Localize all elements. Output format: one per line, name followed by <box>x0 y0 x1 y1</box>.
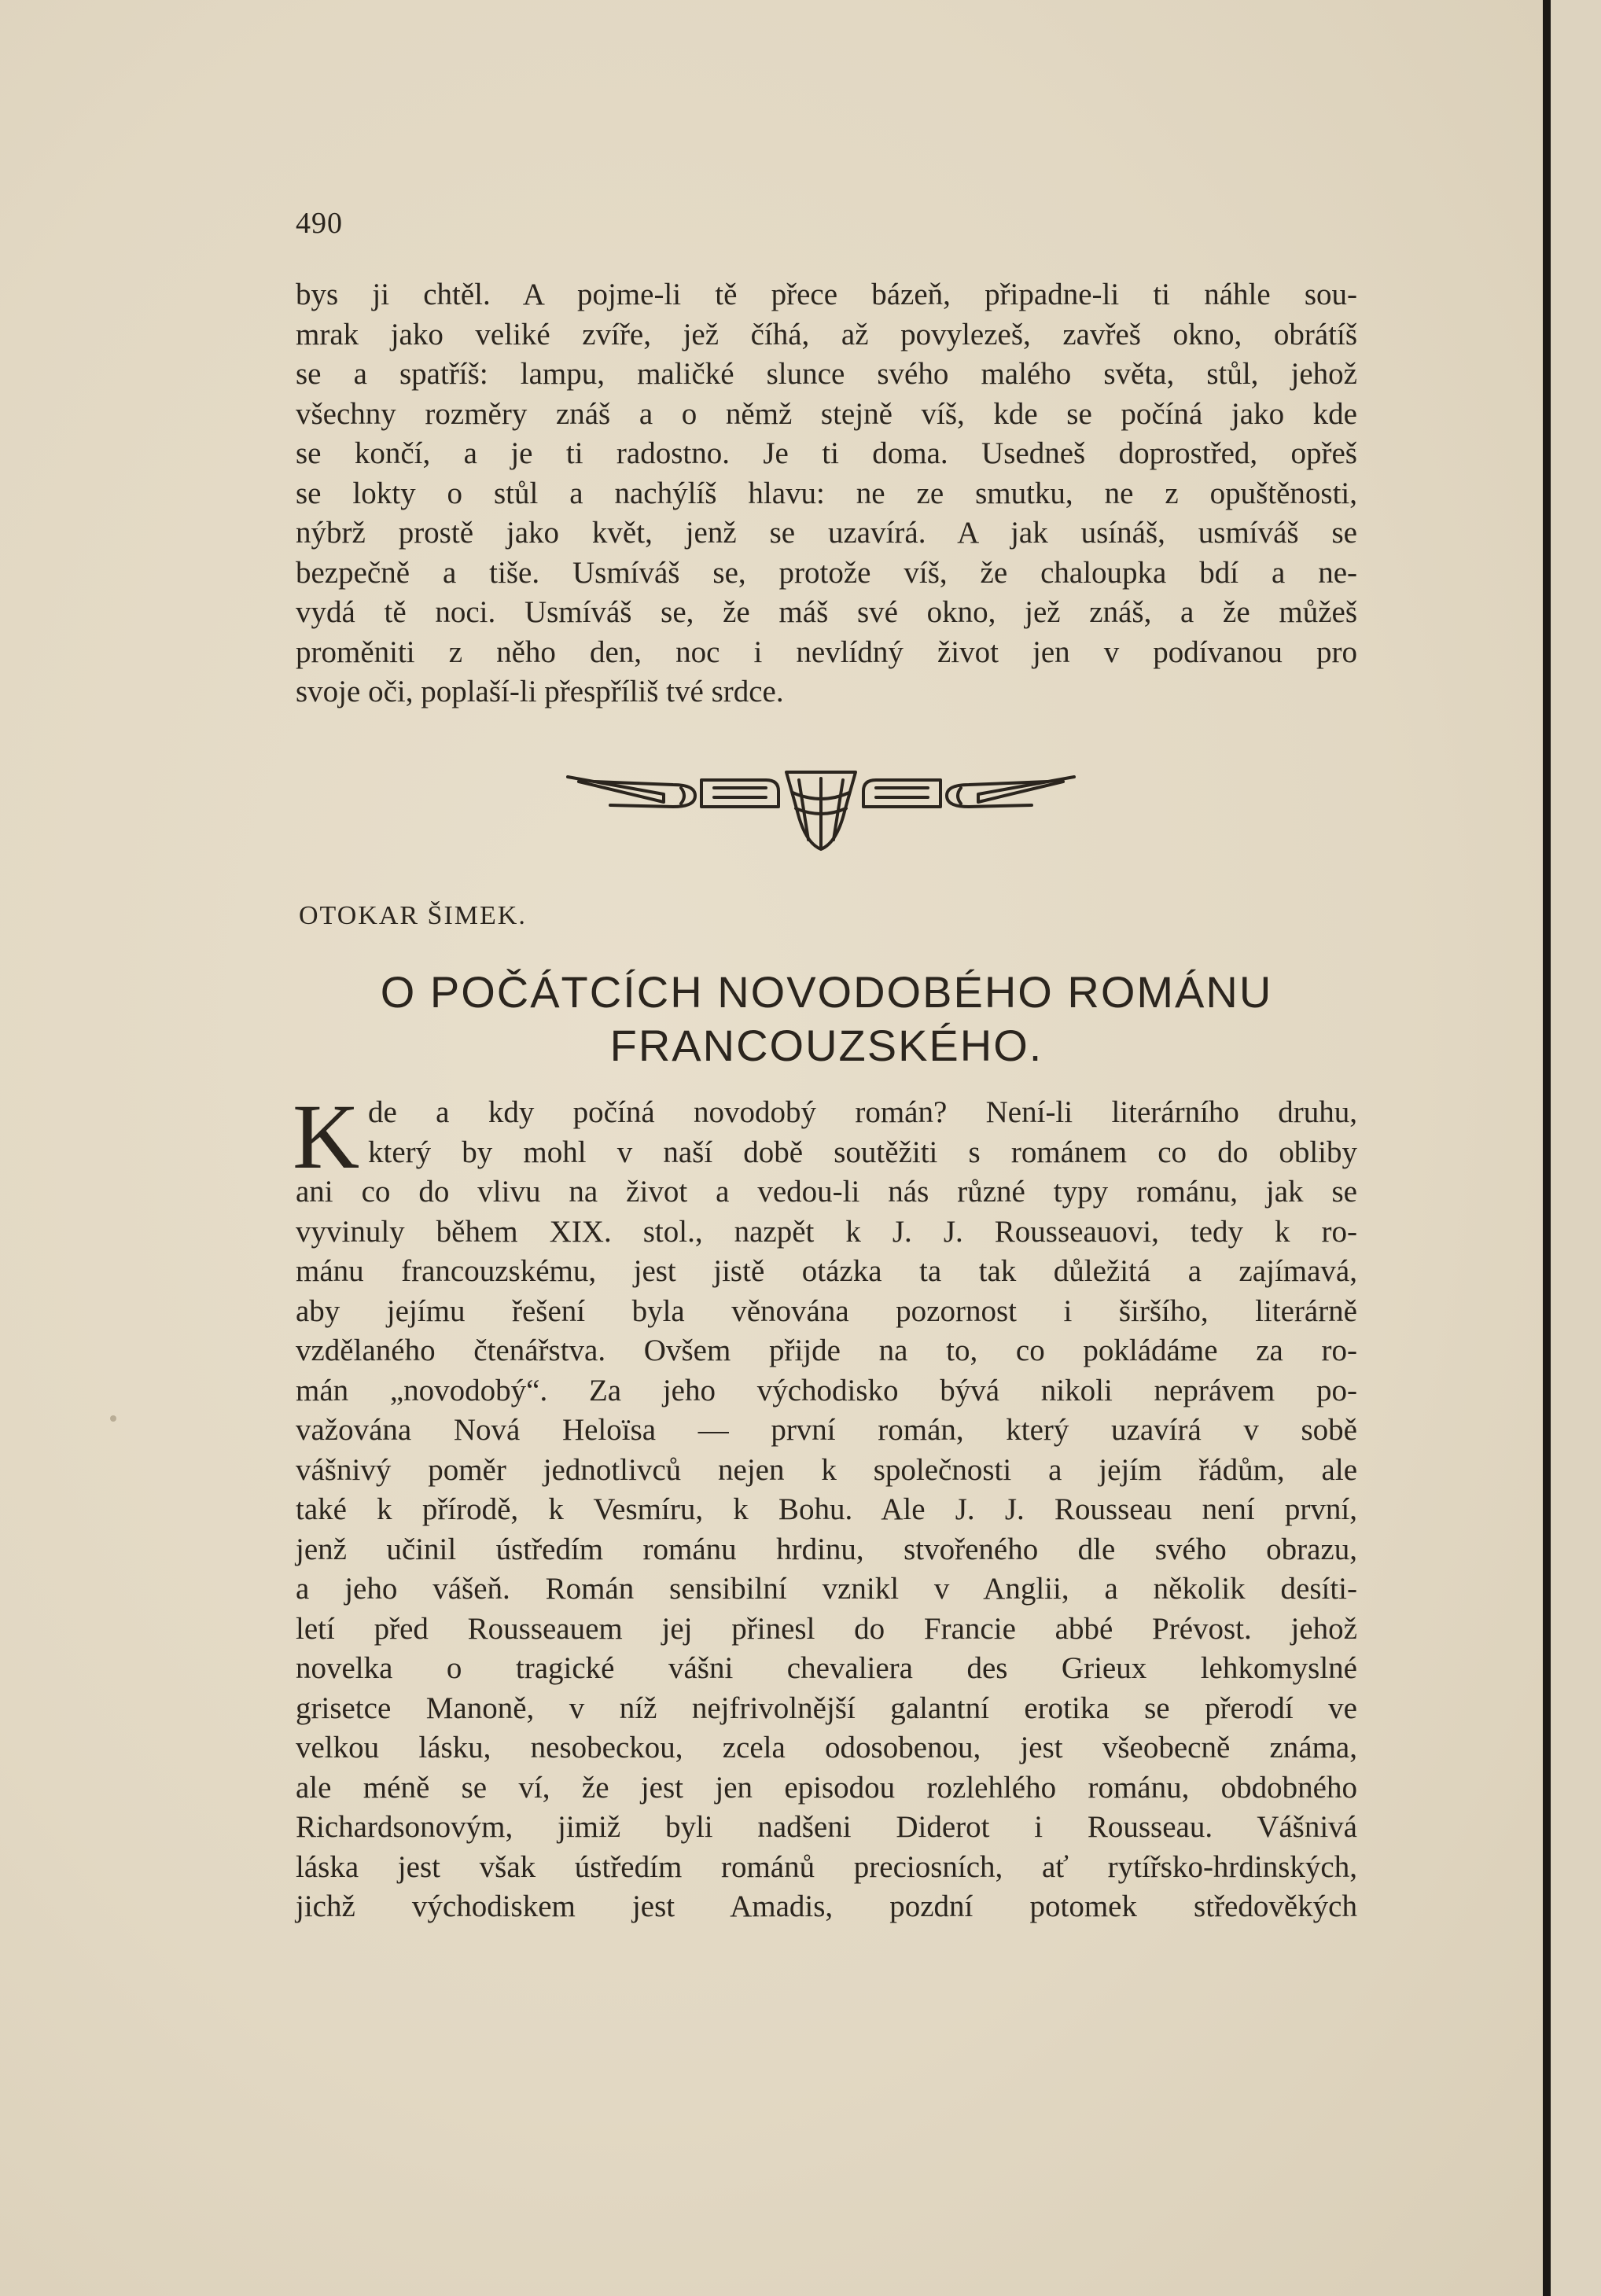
book-gutter <box>1543 0 1551 2296</box>
text-line: vyvinuly během XIX. stol., nazpět k J. J. Rousseauovi, tedy k ro- <box>296 1214 1357 1249</box>
text-line: který by mohl v naší době soutěžiti s románem co do obliby <box>368 1135 1357 1169</box>
text-line: se a spatříš: lampu, maličké slunce svého malého světa, stůl, jehož <box>296 357 1357 391</box>
drop-cap: K <box>293 1085 360 1188</box>
text-line: jenž učinil ústředím románu hrdinu, stvořeného dle svého obrazu, <box>296 1532 1357 1566</box>
text-line: bezpečně a tiše. Usmíváš se, protože víš, že chaloupka bdí a ne- <box>296 555 1357 590</box>
page-number: 490 <box>296 207 343 240</box>
text-line: letí před Rousseauem jej přinesl do Francie abbé Prévost. jehož <box>296 1611 1357 1646</box>
text-line: ale méně se ví, že jest jen episodou rozlehlého románu, obdobného <box>296 1770 1357 1805</box>
text-line: Richardsonovým, jimiž byli nadšeni Diderot i Rousseau. Vášnivá <box>296 1810 1357 1844</box>
text-line: nýbrž prostě jako květ, jenž se uzavírá. A jak usínáš, usmíváš se <box>296 516 1357 550</box>
text-line: novelka o tragické vášni chevaliera des Grieux lehkomyslné <box>296 1651 1357 1685</box>
article-title-line: FRANCOUZSKÉHO. <box>609 1021 1043 1070</box>
text-line: proměniti z něho den, noc i nevlídný život jen v podívanou pro <box>296 635 1357 669</box>
text-line: také k přírodě, k Vesmíru, k Bohu. Ale J. J. Rousseau není první, <box>296 1492 1357 1526</box>
text-line: ani co do vlivu na život a vedou-li nás různé typy románu, jak se <box>296 1175 1357 1209</box>
text-line: vzdělaného čtenářstva. Ovšem přijde na to, co pokládáme za ro- <box>296 1334 1357 1367</box>
adjacent-page-edge <box>1551 0 1601 2296</box>
preceding-text-block <box>296 275 1357 712</box>
text-line: se končí, a je ti radostno. Je ti doma. Usedneš doprostřed, opřeš <box>296 436 1357 470</box>
text-line: jichž východiskem jest Amadis, pozdní potomek středověkých <box>296 1889 1357 1923</box>
text-line: de a kdy počíná novodobý román? Není-li literárního druhu, <box>368 1095 1357 1129</box>
article-body <box>293 1085 1357 1927</box>
text-line: láska jest však ústředím románů preciosních, ať rytířsko-hrdinských, <box>296 1849 1357 1884</box>
article-title <box>296 966 1357 1073</box>
art-nouveau-ornament-icon <box>563 761 1079 854</box>
text-line: mánu francouzskému, jest jistě otázka ta tak důležitá a zajímavá, <box>296 1254 1357 1288</box>
article-title-line: O POČÁTCÍCH NOVODOBÉHO ROMÁNU <box>380 967 1273 1017</box>
text-line: se lokty o stůl a nachýlíš hlavu: ne ze smutku, ne z opuštěnosti, <box>296 476 1357 510</box>
text-line: všechny rozměry znáš a o němž stejně víš, kde se počíná jako kde <box>296 396 1357 431</box>
article-author: OTOKAR ŠIMEK. <box>299 901 527 930</box>
text-line: vydá tě noci. Usmíváš se, že máš své okno, jež znáš, a že můžeš <box>296 595 1357 629</box>
text-line: velkou lásku, nesobeckou, zcela odosobenou, jest všeobecně známa, <box>296 1731 1357 1764</box>
text-line: mán „novodobý“. Za jeho východisko bývá nikoli neprávem po- <box>296 1373 1357 1407</box>
text-line: mrak jako veliké zvíře, jež číhá, až povylezeš, zavřeš okno, obrátíš <box>296 317 1357 351</box>
text-line: grisetce Manoně, v níž nejfrivolnější galantní erotika se přerodí ve <box>296 1691 1357 1725</box>
text-line: a jeho vášeň. Román sensibilní vznikl v Anglii, a několik desíti- <box>296 1572 1357 1606</box>
text-line: svoje oči, poplaší-li přespříliš tvé srdce. <box>296 675 784 708</box>
text-line: vášnivý poměr jednotlivců nejen k společnosti a jejím řádům, ale <box>296 1452 1357 1487</box>
text-line: aby jejímu řešení byla věnována pozornost i širšího, literárně <box>296 1293 1357 1328</box>
paper-speck <box>110 1415 116 1422</box>
text-line: bys ji chtěl. A pojme-li tě přece bázeň, připadne-li ti náhle sou- <box>296 278 1357 311</box>
text-line: važována Nová Heloïsa — první román, který uzavírá v sobě <box>296 1413 1357 1447</box>
